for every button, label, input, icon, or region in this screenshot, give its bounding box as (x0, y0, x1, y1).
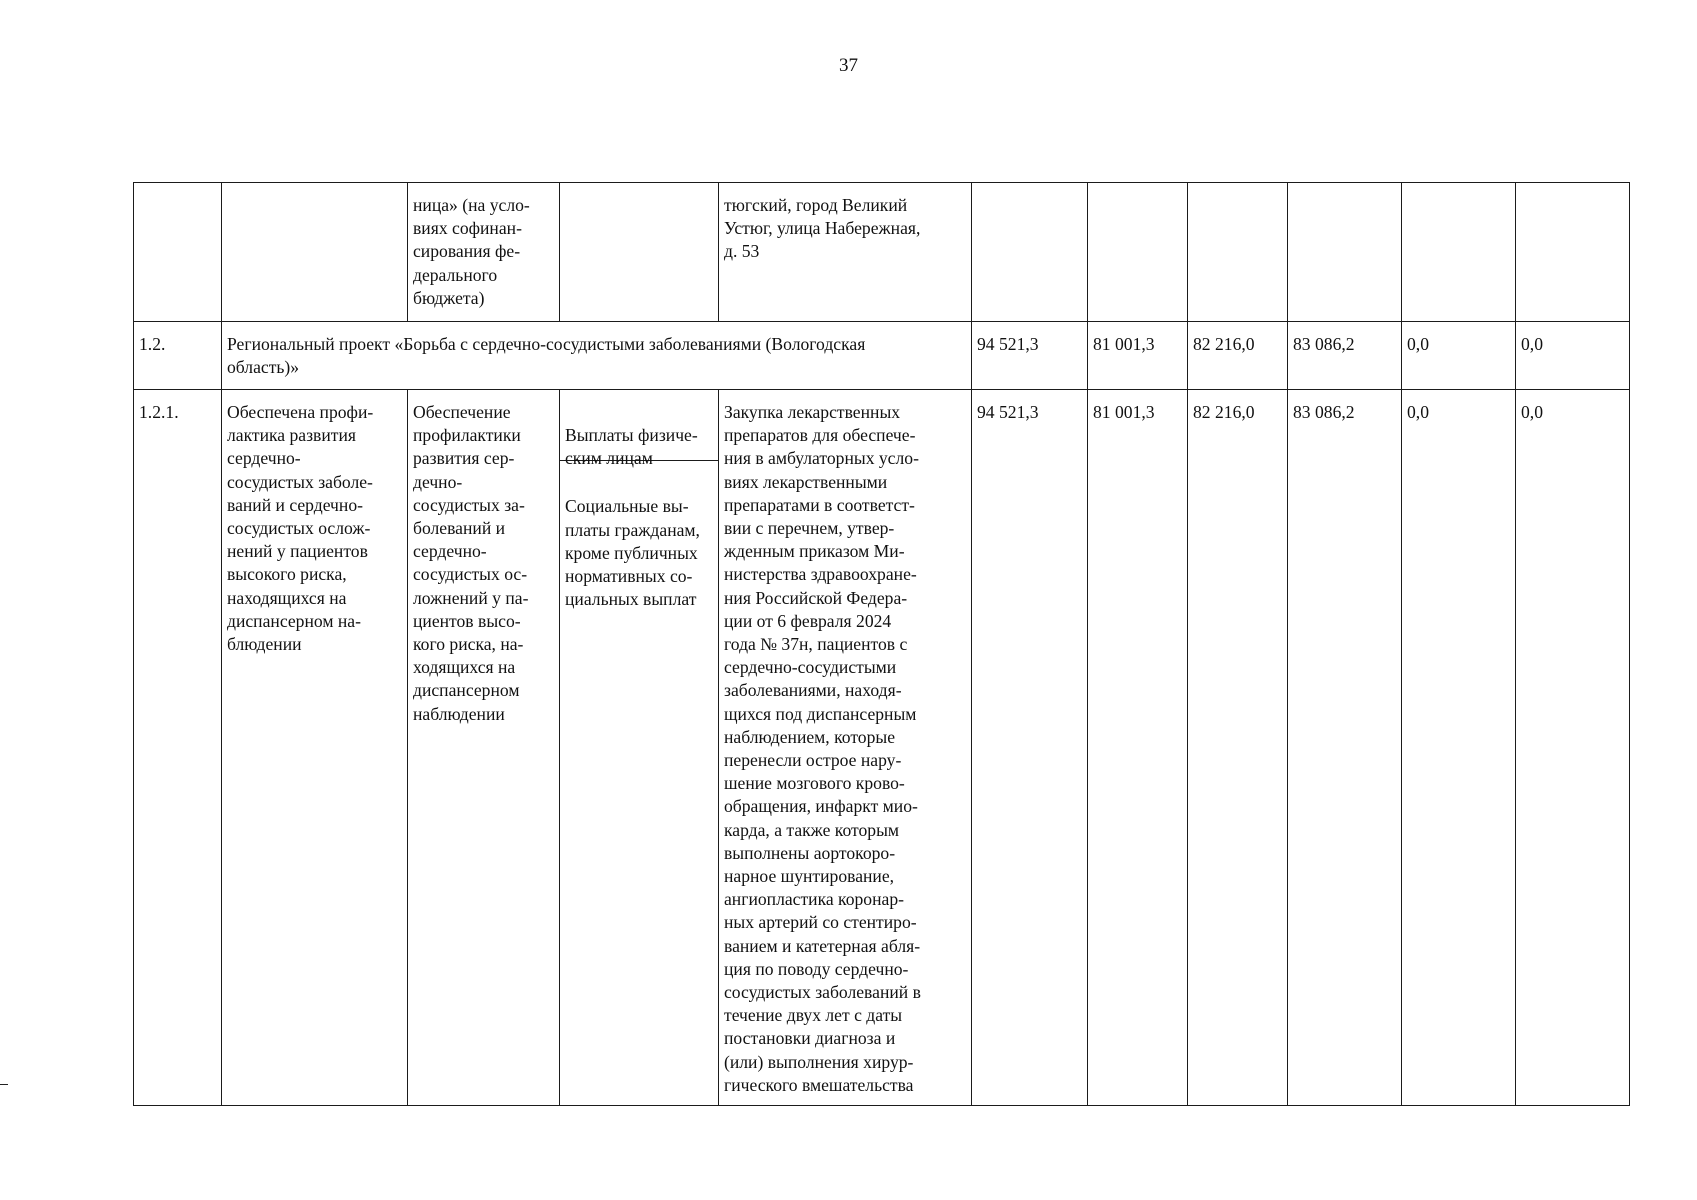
margin-mark (0, 1084, 8, 1085)
row-number: 1.2. (134, 322, 222, 390)
value-cell: 0,0 (1402, 322, 1516, 390)
measure-cell: Обеспечение профилактики развития сер- дечно- сосудистых за- болеваний и сердечно- сосудистых ос- ложнений у па- циентов высо- кого риска, на- ходящихся на диспансерном наблюдении (408, 390, 560, 1106)
cell-payment (560, 183, 719, 322)
cell-address: тюгский, город Великий Устюг, улица Набережная, д. 53 (719, 183, 972, 322)
value-cell: 0,0 (1516, 322, 1630, 390)
table-row-1-2 (134, 322, 1630, 390)
cell-value (1088, 183, 1188, 322)
cell-value (1288, 183, 1402, 322)
value-cell: 94 521,3 (972, 322, 1088, 390)
project-title: Региональный проект «Борьба с сердечно-сосудистыми заболеваниями (Вологодская область)» (222, 322, 972, 390)
value-cell: 0,0 (1402, 390, 1516, 1106)
value-cell: 0,0 (1516, 390, 1630, 1106)
page-number: 37 (839, 55, 858, 76)
payment-subtype: Социальные вы- платы гражданам, кроме публичных нормативных со- циальных выплат (565, 496, 700, 610)
payment-type: Выплаты физиче- ским лицам (560, 413, 718, 461)
value-cell: 81 001,3 (1088, 390, 1188, 1106)
cell-value (1188, 183, 1288, 322)
result-cell: Обеспечена профи- лактика развития сердечно- сосудистых заболе- ваний и сердечно- сосудистых ослож- нений у пациентов высокого риска, находящихся на диспансерном на- блюдении (222, 390, 408, 1106)
table-row-continuation (134, 183, 1630, 322)
cell-value (1402, 183, 1516, 322)
table-row-1-2-1 (134, 390, 1630, 1106)
value-cell: 83 086,2 (1288, 390, 1402, 1106)
cell-num (134, 183, 222, 322)
cell-program: ница» (на усло- виях софинан- сирования фе- дерального бюджета) (408, 183, 560, 322)
value-cell: 82 216,0 (1188, 322, 1288, 390)
value-cell: 81 001,3 (1088, 322, 1188, 390)
cell-value (1516, 183, 1630, 322)
description-cell: Закупка лекарственных препаратов для обеспече- ния в амбулаторных усло- виях лекарственными препаратами в соответст- вии с перечнем, утвер- жденным приказом Ми- нистерства здравоохране- ния Российской Федера- ции от 6 февраля 2024 года № 37н, пациентов с сердечно-сосудистыми заболеваниями, находя- щихся под диспансерным наблюдением, которые перенесли острое нару- шение мозгового крово- обращения, инфаркт мио- карда, а также которым выполнены аортокоро- нарное шунтирование, ангиопластика коронар- ных артерий со стентиро- ванием и катетерная абля- ция по поводу сердечно- сосудистых заболеваний в течение двух лет с даты постановки диагноза и (или) выполнения хирур- гического вмешательства (719, 390, 972, 1106)
row-number: 1.2.1. (134, 390, 222, 1106)
cell-value (972, 183, 1088, 322)
value-cell: 94 521,3 (972, 390, 1088, 1106)
value-cell: 83 086,2 (1288, 322, 1402, 390)
payment-cell (560, 390, 719, 1106)
budget-table (133, 182, 1630, 1106)
value-cell: 82 216,0 (1188, 390, 1288, 1106)
cell-result (222, 183, 408, 322)
